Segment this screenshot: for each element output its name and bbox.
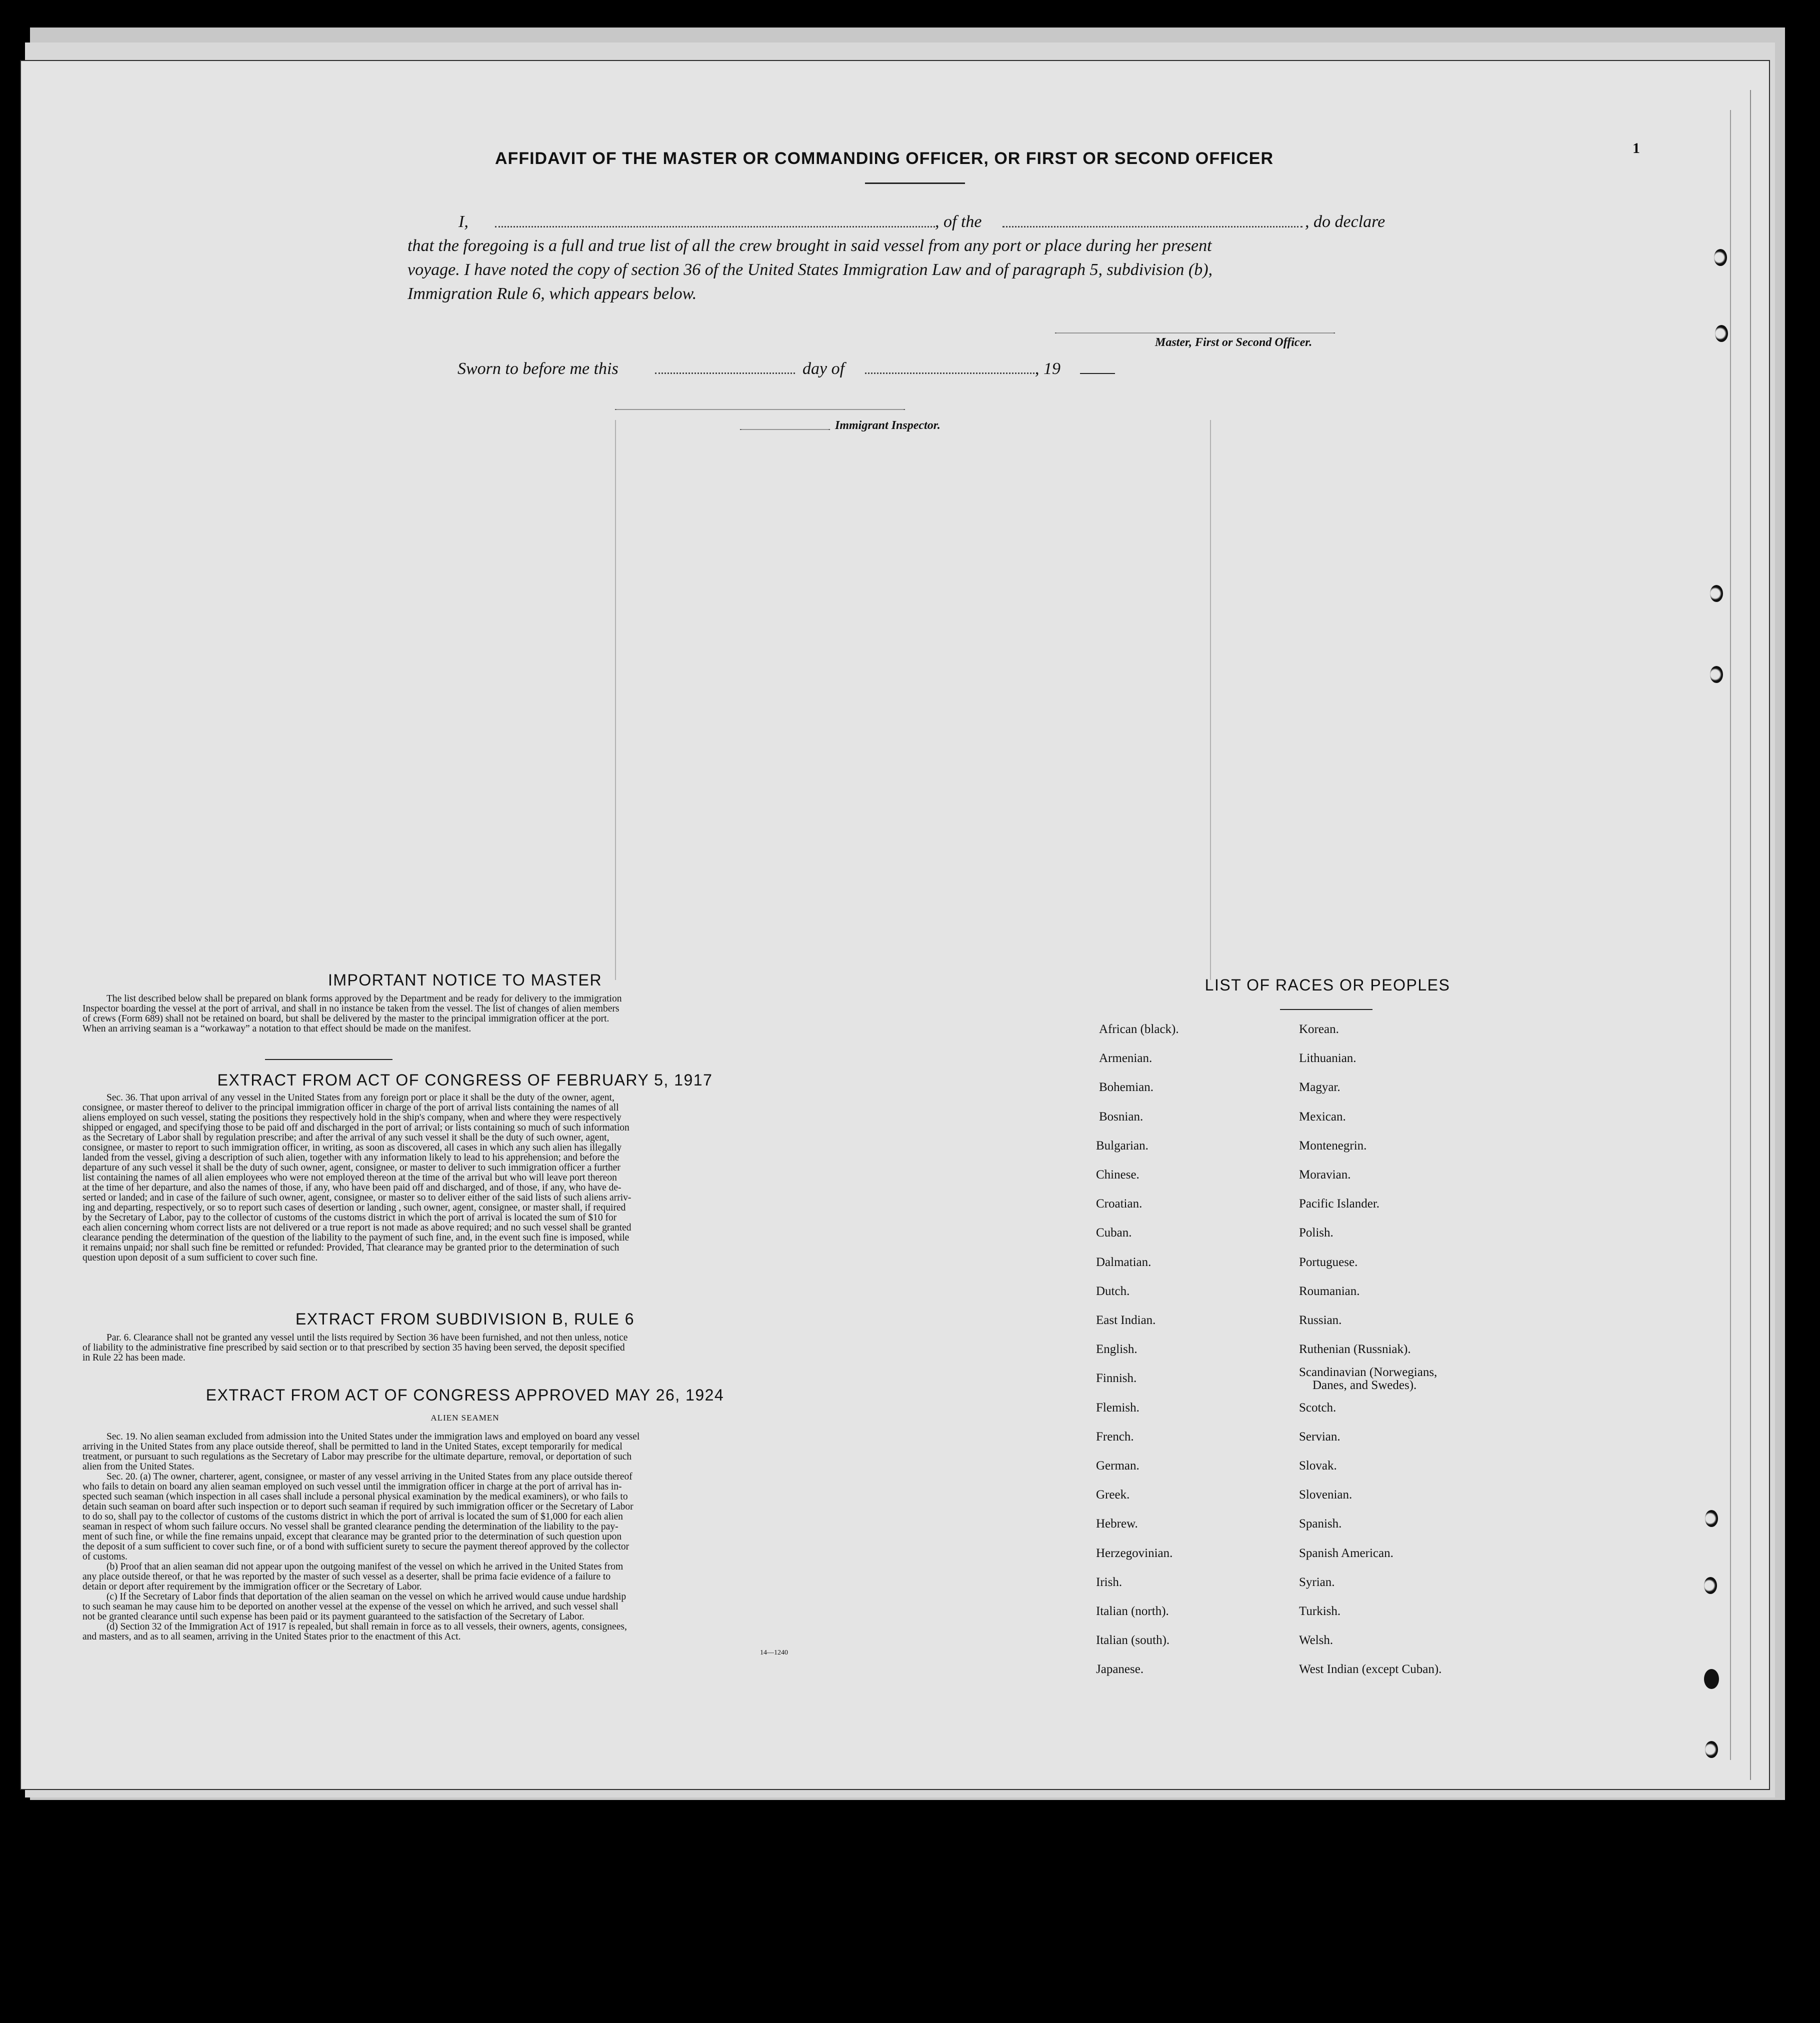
race-item: Roumanian. [1299,1284,1360,1298]
race-item: Greek. [1096,1488,1130,1502]
extract-1924-line: (d) Section 32 of the Immigration Act of 1917 is repealed, but shall remain in force as to all vessels, their owners, agents, consignees, [106,1622,627,1632]
extract-rule6-line: in Rule 22 has been made. [82,1352,186,1363]
race-item: Montenegrin. [1299,1138,1367,1152]
sworn-label: Sworn to before me this [458,360,618,378]
binder-hole [1715,325,1728,342]
year-label: , 19 [1035,360,1060,378]
extract-1917-line: question upon deposit of a sum sufficient to cover such fine. [82,1252,318,1263]
extract-rule6-line: Par. 6. Clearance shall not be granted any vessel until the lists required by Section 36 have been furnished, and not then unless, notice [106,1332,628,1343]
race-item: Bosnian. [1099,1110,1144,1124]
race-item: German. [1096,1459,1140,1472]
affidavit-do-declare: , do declare [1305,212,1386,231]
inspector-signature-line-short [740,429,830,430]
extract-1924-line: who fails to detain on board any alien seaman employed on such vessel until the immigration officer in charge at the port of arrival has in- [82,1482,622,1492]
affidavit-line-3: voyage. I have noted the copy of section 36 of the United States Immigration Law and of paragraph 5, subdivision (b), [408,260,1213,279]
extract-1924-line: not be granted clearance until such expense has been paid or its payment guaranteed to the satisfaction of the Secretary of Labor. [82,1612,584,1622]
binder-hole [1710,666,1723,683]
binder-hole [1714,249,1727,266]
race-item: English. [1096,1342,1138,1356]
extract-1924-line: (b) Proof that an alien seaman did not appear upon the outgoing manifest of the vessel on which he arrived in the United States from [106,1562,624,1572]
document-page [20,60,1770,1790]
race-item: Lithuanian. [1299,1052,1356,1066]
extract-1924-line: of customs. [82,1552,128,1562]
notice-body [82,994,852,1034]
extract-1924-line: detain such seaman on board after such inspection or to deport such seaman if required by such immigration officer or the Secretary of Labor [82,1502,634,1512]
notice-title: IMPORTANT NOTICE TO MASTER [328,971,602,989]
affidavit-title: AFFIDAVIT OF THE MASTER OR COMMANDING OFFICER, OR FIRST OR SECOND OFFICER [495,149,1274,168]
race-item: Spanish. [1299,1517,1342,1531]
day-of-label: day of [802,360,845,378]
binder-hole [1700,2006,1713,2023]
race-item: Russian. [1299,1314,1342,1327]
race-item: Herzegovinian. [1096,1546,1173,1560]
extract-rule6-line: of liability to the administrative fine prescribed by said section or to that prescribed by section 35 having been served, the deposit specified [82,1342,625,1353]
race-item: Portuguese. [1299,1255,1358,1269]
race-item: Armenian. [1099,1052,1152,1066]
race-item-continuation: Danes, and Swedes). [1312,1378,1417,1392]
extract-1917-line: it remains unpaid; nor shall such fine be remitted or refunded: Provided, That clearance may be granted prior to the determination of such [82,1242,620,1253]
extract-1924-line: detain or deport after requirement by the immigration officer or the Secretary of Labor. [82,1582,422,1592]
extract-1917-line: departure of any such vessel it shall be the duty of such owner, agent, consignee, or master to deliver to such immigration officer a further [82,1162,620,1173]
race-item: Servian. [1299,1430,1340,1444]
extract-1917-line: each alien concerning whom correct lists are not delivered or a true report is not made as above required; and no such vessel shall be granted [82,1222,632,1233]
race-item: Magyar. [1299,1080,1340,1094]
affidavit-of-the: , of the [935,212,982,231]
master-signature-label: Master, First or Second Officer. [1155,336,1312,349]
bleed-through-rule [615,420,616,980]
race-item: Flemish. [1096,1400,1140,1414]
race-item: Hebrew. [1096,1517,1138,1531]
race-item: Croatian. [1096,1197,1142,1211]
race-item: Pacific Islander. [1299,1197,1380,1211]
race-item: Italian (north). [1096,1604,1169,1618]
extract-1917-line: clearance pending the determination of the question of the liability to the payment of such fine, and, in the event such fine is imposed, while [82,1232,630,1243]
race-item: Irish. [1096,1575,1122,1589]
race-item: East Indian. [1096,1314,1156,1327]
notice-line: of crews (Form 689) shall not be retained on board, but shall be delivered by the master to the principal immigration officer at the port. [82,1014,610,1024]
extract-rule6-body [82,1333,852,1363]
race-item: Slovak. [1299,1459,1337,1472]
sworn-month-field[interactable] [865,372,1038,374]
extract-1924-line: Sec. 20. (a) The owner, charterer, agent, consignee, or master of any vessel arriving in the United States from any place outside thereof [106,1472,632,1482]
races-title: LIST OF RACES OR PEOPLES [1204,976,1450,994]
extract-1917-line: shipped or engaged, and specifying those to be paid off and discharged in the port of arrival; or lists containing so much of such information [82,1122,630,1133]
binder-hole [1710,585,1723,602]
race-item: West Indian (except Cuban). [1299,1662,1442,1676]
notice-line: When an arriving seaman is a “workaway” a notation to that effect should be made on the manifest. [82,1024,472,1034]
master-signature-line[interactable] [1055,332,1335,334]
notice-rule [265,1059,392,1060]
race-item: Dalmatian. [1096,1255,1152,1269]
bleed-through-rule [1750,90,1751,1780]
race-item: French. [1096,1430,1134,1444]
bleed-through-rule [1210,420,1211,980]
race-item: Polish. [1299,1226,1334,1240]
binder-hole [1705,1741,1718,1758]
notice-line: Inspector boarding the vessel at the port of arrival, and shall in no instance be taken from the vessel. The list of changes of alien members [82,1004,620,1014]
extract-1924-line: to do so, shall pay to the collector of customs of the customs district in which the port of arrival is located the sum of $1,000 for each alien [82,1512,623,1522]
extract-1917-line: as the Secretary of Labor shall by regulation prescribe; and after the arrival of any such vessel it shall be the duty of such owner, agent, [82,1132,610,1143]
page-number: 1 [1632,140,1640,156]
race-item: Japanese. [1096,1662,1144,1676]
notice-line: The list described below shall be prepared on blank forms approved by the Department and be ready for delivery to the immigration [106,994,622,1004]
extract-1924-line: to such seaman he may cause him to be deported on another vessel at the expense of the vessel on which he arrived, and such vessel shall [82,1602,618,1612]
extract-1917-line: consignee, or master to report to such immigration officer, in writing, as soon as discovered, all cases in which any such alien has illegally [82,1142,622,1153]
extract-1924-line: and masters, and as to all seamen, arriving in the United States prior to the enactment of this Act. [82,1632,461,1642]
inspector-signature-line[interactable] [615,409,905,410]
extract-1917-line: aliens employed on such vessel, stating the positions they respectively hold in the ship's company, when and where they were respectively [82,1112,622,1123]
extract-1917-line: list containing the names of all alien employees who were not employed thereon at the time of the arrival but who will leave port thereon [82,1172,617,1183]
race-item: Turkish. [1299,1604,1341,1618]
race-item: Welsh. [1299,1634,1334,1648]
race-item: Scandinavian (Norwegians, [1299,1366,1438,1380]
extract-1917-line: serted or landed; and in case of the failure of such owner, agent, consignee, or master so to deliver either of the said lists of such aliens arriv- [82,1192,632,1203]
extract-1924-subtitle: ALIEN SEAMEN [430,1413,500,1422]
bleed-through-rule [1730,110,1731,1760]
extract-1924-line: (c) If the Secretary of Labor finds that deportation of the alien seaman on the vessel on which he arrived would cause undue hardship [106,1592,626,1602]
extract-1924-body [82,1432,852,1642]
master-name-field[interactable] [495,226,935,228]
extract-1924-line: ment of such fine, or while the fine remains unpaid, except that clearance may be granted prior to the determination of such question upon [82,1532,622,1542]
race-item: Korean. [1299,1022,1339,1036]
race-item: Scotch. [1299,1400,1336,1414]
vessel-name-field[interactable] [1002,226,1302,228]
binder-hole [1704,1577,1717,1594]
race-item: Finnish. [1096,1372,1137,1386]
sworn-day-field[interactable] [655,372,795,374]
inspector-label: Immigrant Inspector. [835,419,940,432]
extract-1917-title: EXTRACT FROM ACT OF CONGRESS OF FEBRUARY 5, 1917 [217,1071,713,1089]
extract-1917-line: landed from the vessel, giving a description of such alien, together with any information likely to lead to his apprehension; and before the [82,1152,620,1163]
race-item: Italian (south). [1096,1634,1170,1648]
race-item: Cuban. [1096,1226,1132,1240]
race-item: Chinese. [1096,1168,1140,1182]
race-item: Moravian. [1299,1168,1351,1182]
extract-1924-line: alien from the United States. [82,1462,194,1472]
extract-1924-line: any place outside thereof, or that he was reported by the master of such vessel as a deserter, shall be prima facie evidence of a failure to [82,1572,611,1582]
race-item: African (black). [1099,1022,1179,1036]
extract-1924-line: Sec. 19. No alien seaman excluded from admission into the United States under the immigration laws and employed on board any vessel [106,1432,640,1442]
extract-1917-line: ing and departing, respectively, or so to report such cases of desertion or landing , such owner, agent, consignee, or master shall, if required [82,1202,626,1213]
affidavit-line-2: that the foregoing is a full and true list of all the crew brought in said vessel from any port or place during her present [408,236,1212,255]
extract-1924-line: arriving in the United States from any place outside thereof, shall be permitted to land in the United States, except temporarily for medical [82,1442,622,1452]
form-number: 14—1240 [760,1649,788,1656]
race-item: Spanish American. [1299,1546,1394,1560]
races-title-rule [1280,1009,1372,1010]
extract-1917-body [82,1093,852,1263]
extract-1924-line: treatment, or pursuant to such regulations as the Secretary of Labor may prescribe for the ultimate departure, removal, or deportation of such [82,1452,632,1462]
extract-1924-line: spected such seaman (which inspection in all cases shall include a personal physical examination by the medical examiners), or who fails to [82,1492,628,1502]
affidavit-title-rule [865,182,965,184]
race-item: Ruthenian (Russniak). [1299,1342,1411,1356]
race-item: Syrian. [1299,1575,1335,1589]
affidavit-line-4: Immigration Rule 6, which appears below. [408,284,697,303]
binder-hole [1704,1669,1719,1689]
extract-1917-line: at the time of her departure, and also the names of those, if any, who have been paid off and discharged, and of those, if any, who have de- [82,1182,622,1193]
extract-1917-line: consignee, or master thereof to deliver to the principal immigration officer in charge of the port of arrival lists containing the names of all [82,1102,619,1113]
race-item: Mexican. [1299,1110,1346,1124]
extract-rule6-title: EXTRACT FROM SUBDIVISION B, RULE 6 [295,1310,635,1328]
extract-1917-line: by the Secretary of Labor, pay to the collector of customs of the customs district in which the port of arrival is located the sum of $10 for [82,1212,617,1223]
race-item: Bohemian. [1099,1080,1154,1094]
race-item: Bulgarian. [1096,1138,1148,1152]
binder-hole [1705,1510,1718,1527]
extract-1924-title: EXTRACT FROM ACT OF CONGRESS APPROVED MAY 26, 1924 [206,1386,724,1404]
extract-1917-line: Sec. 36. That upon arrival of any vessel in the United States from any foreign port or place it shall be the duty of the owner, agent, [106,1092,614,1103]
extract-1924-line: the deposit of a sum sufficient to cover such fine, or of a bond with sufficient surety to secure the payment thereof approved by the collector [82,1542,630,1552]
affidavit-i-label: I, [458,212,468,231]
race-item: Dutch. [1096,1284,1130,1298]
race-item: Slovenian. [1299,1488,1352,1502]
year-field[interactable] [1080,373,1115,374]
extract-1924-line: seaman in respect of whom such failure occurs. No vessel shall be granted clearance pending the determination of the liability to the pay- [82,1522,618,1532]
